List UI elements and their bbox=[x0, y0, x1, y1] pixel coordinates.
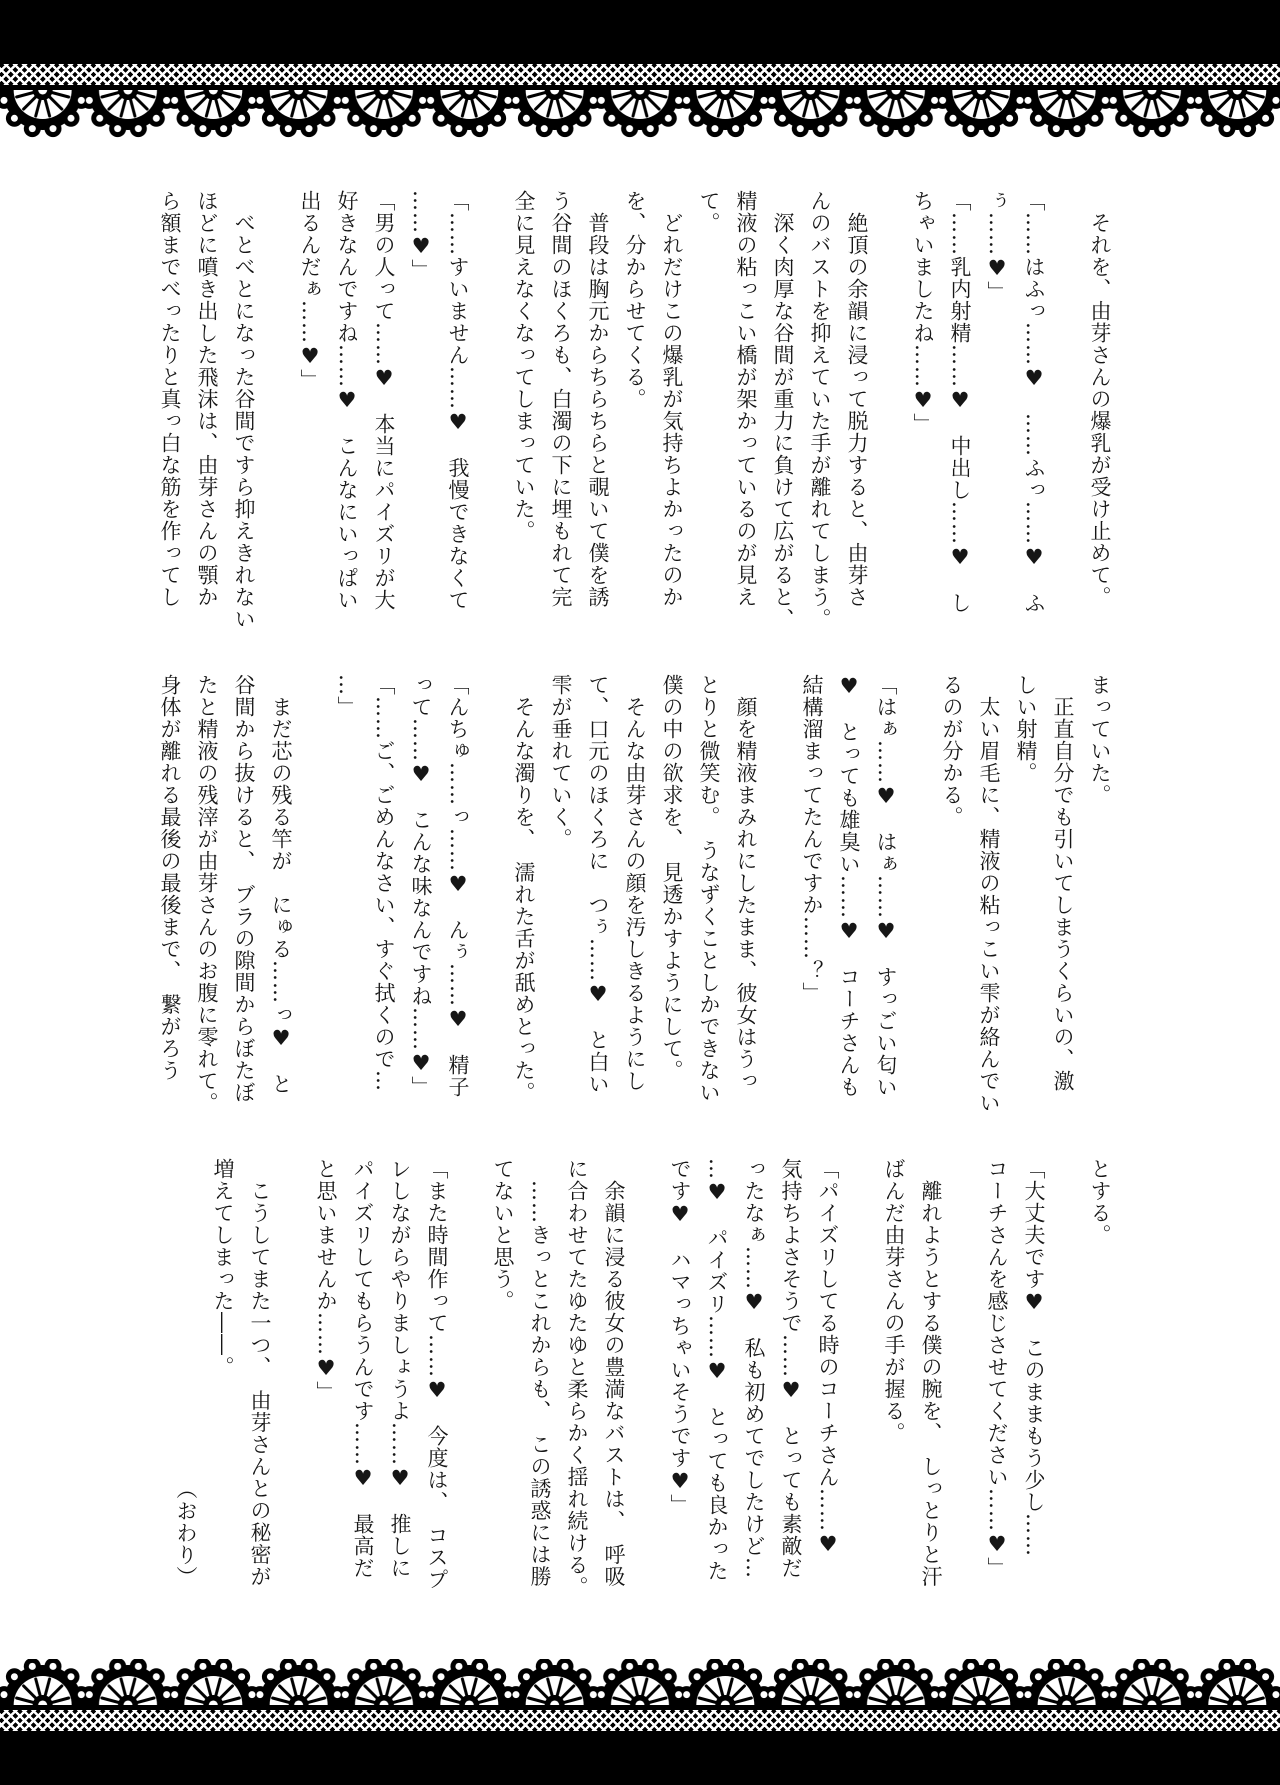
lace-scallop-edge-top bbox=[0, 90, 1280, 140]
text-column: 僕の中の欲求を、 見透かすようにして。 bbox=[660, 674, 684, 1082]
text-column: まっていた。 bbox=[1088, 674, 1112, 806]
text-column: て。 bbox=[697, 190, 721, 234]
text-column: …」 bbox=[335, 674, 359, 718]
text-column: 増えてしまった――。 bbox=[211, 1158, 235, 1378]
text-column: 離れようとする僕の腕を、 しっとりと汗 bbox=[919, 1180, 943, 1588]
text-column: 「……ご、ごめんなさい、すぐ拭くので… bbox=[372, 674, 396, 1092]
text-column: べとべとになった谷間ですら抑えきれない bbox=[232, 212, 256, 630]
text-column: 「んちゅ……っ……♥ んぅ……♥ 精子 bbox=[446, 674, 470, 1098]
text-column: ……きっとこれからも、 この誘惑には勝 bbox=[528, 1180, 552, 1588]
text-column: とりと微笑む。 うなずくことしかできない bbox=[697, 674, 721, 1104]
lace-net-bottom bbox=[0, 1710, 1280, 1731]
text-column: どれだけこの爆乳が気持ちよかったのか bbox=[660, 212, 684, 608]
text-column: 正直自分でも引いてしまうくらいの、激 bbox=[1051, 696, 1075, 1092]
text-column: こうしてまた一つ、 由芽さんとの秘密が bbox=[248, 1180, 272, 1588]
text-column: 雫が垂れていく。 bbox=[549, 674, 573, 850]
text-row-2 bbox=[151, 674, 1118, 1114]
text-column: ちゃいましたね……♥」 bbox=[911, 190, 935, 435]
lace-border-bottom bbox=[0, 1659, 1280, 1785]
lace-solid-band-top bbox=[0, 0, 1280, 64]
text-column: 普段は胸元からちらちらと覗いて僕を誘 bbox=[586, 212, 610, 608]
text-column: に合わせてたゆたゆと柔らかく揺れ続ける。 bbox=[565, 1158, 589, 1598]
text-column: 「男の人って……♥ 本当にパイズリが大 bbox=[372, 190, 396, 611]
lace-scallop-edge-bottom bbox=[0, 1659, 1280, 1705]
text-column: コーチさんを感じさせてください……♥」 bbox=[985, 1158, 1009, 1579]
text-column: しい射精。 bbox=[1014, 674, 1038, 784]
text-column: 身体が離れる最後の最後まで、 繋がろう bbox=[158, 674, 182, 1082]
text-column: まだ芯の残る竿が にゅる……っ♥ と bbox=[269, 696, 293, 1095]
text-column: …♥ パイズリ……♥ とっても良かった bbox=[705, 1158, 729, 1582]
text-column: 出るんだぁ……♥」 bbox=[298, 190, 322, 391]
text-column: ……♥」 bbox=[409, 190, 433, 281]
text-column: パイズリしてもらうんです……♥ 最高だ bbox=[351, 1158, 375, 1579]
lace-net-top bbox=[0, 64, 1280, 85]
text-column: とする。 bbox=[1088, 1158, 1112, 1246]
text-column: そんな由芽さんの顔を汚しきるようにし bbox=[623, 696, 647, 1092]
text-column: を、分からせてくる。 bbox=[623, 190, 647, 410]
text-column: ほどに噴き出した飛沫は、由芽さんの顎か bbox=[195, 190, 219, 608]
text-column: んのバストを抑えていた手が離れてしまう。 bbox=[808, 190, 832, 630]
text-column: 好きなんですね……♥ こんなにいっぱい bbox=[335, 190, 359, 611]
text-column: てないと思う。 bbox=[491, 1158, 515, 1312]
text-column: 全に見えなくなってしまっていた。 bbox=[512, 190, 536, 542]
text-row-3 bbox=[167, 1158, 1118, 1598]
text-column: 絶頂の余韻に浸って脱力すると、由芽さ bbox=[845, 212, 869, 608]
lace-border-top bbox=[0, 0, 1280, 140]
text-column: と思いませんか……♥」 bbox=[314, 1158, 338, 1403]
text-column: レしながらやりましょうよ……♥ 推しに bbox=[388, 1158, 412, 1579]
text-column: ♥ とっても雄臭い……♥ コーチさんも bbox=[837, 674, 861, 1098]
text-column: 「……乳内射精……♥ 中出し……♥ し bbox=[948, 190, 972, 614]
text-column: 結構溜まってたんですか……？」 bbox=[800, 674, 824, 1004]
text-column: 「パイズリしてる時のコーチさん……♥ bbox=[816, 1158, 840, 1557]
text-column: たと精液の残滓が由芽さんのお腹に零れて。 bbox=[195, 674, 219, 1114]
text-column: 谷間から抜けると、 ブラの隙間からぼたぼ bbox=[232, 674, 256, 1104]
text-column: 余韻に浸る彼女の豊満なバストは、 呼吸 bbox=[602, 1180, 626, 1588]
text-column: 「……すいません……♥ 我慢できなくて bbox=[446, 190, 470, 611]
text-column: ぅ……♥」 bbox=[985, 190, 1009, 303]
text-column: それを、由芽さんの爆乳が受け止めて。 bbox=[1088, 212, 1112, 608]
text-column: るのが分かる。 bbox=[940, 674, 964, 828]
text-column: ら額までべったりと真っ白な筋を作ってし bbox=[158, 190, 182, 608]
ending-mark: （おわり） bbox=[174, 1478, 198, 1588]
text-column: 「また時間作って……♥ 今度は、 コスプ bbox=[425, 1158, 449, 1591]
text-column: です♥ ハマっちゃいそうです♥」 bbox=[668, 1158, 692, 1516]
text-column: 深く肉厚な谷間が重力に負けて広がると、 bbox=[771, 212, 795, 630]
text-column: ばんだ由芽さんの手が握る。 bbox=[882, 1158, 906, 1444]
text-column: 精液の粘っこい橋が架かっているのが見え bbox=[734, 190, 758, 608]
text-column: 「はぁ……♥ はぁ……♥ すっごい匂い bbox=[874, 674, 898, 1098]
text-column: う谷間のほくろも、白濁の下に埋もれて完 bbox=[549, 190, 573, 608]
text-column: 顔を精液まみれにしたまま、彼女はうっ bbox=[734, 696, 758, 1092]
text-column: 太い眉毛に、精液の粘っこい雫が絡んでい bbox=[977, 696, 1001, 1114]
text-column: そんな濁りを、 濡れた舌が舐めとった。 bbox=[512, 696, 536, 1104]
text-column: 「……はふっ……♥ ……ふっ……♥ ふ bbox=[1022, 190, 1046, 614]
lace-solid-band-bottom bbox=[0, 1731, 1280, 1785]
text-column: 「大丈夫です♥ このままもう少し…… bbox=[1022, 1158, 1046, 1557]
text-column: て、口元のほくろに つぅ……♥ と白い bbox=[586, 674, 610, 1095]
text-column: って……♥ こんな味なんですね……♥」 bbox=[409, 674, 433, 1098]
text-column: 気持ちよさそうで……♥ とっても素敵だ bbox=[779, 1158, 803, 1579]
text-row-1 bbox=[151, 190, 1118, 630]
text-column: ったなぁ……♥ 私も初めてでしたけど… bbox=[742, 1158, 766, 1579]
